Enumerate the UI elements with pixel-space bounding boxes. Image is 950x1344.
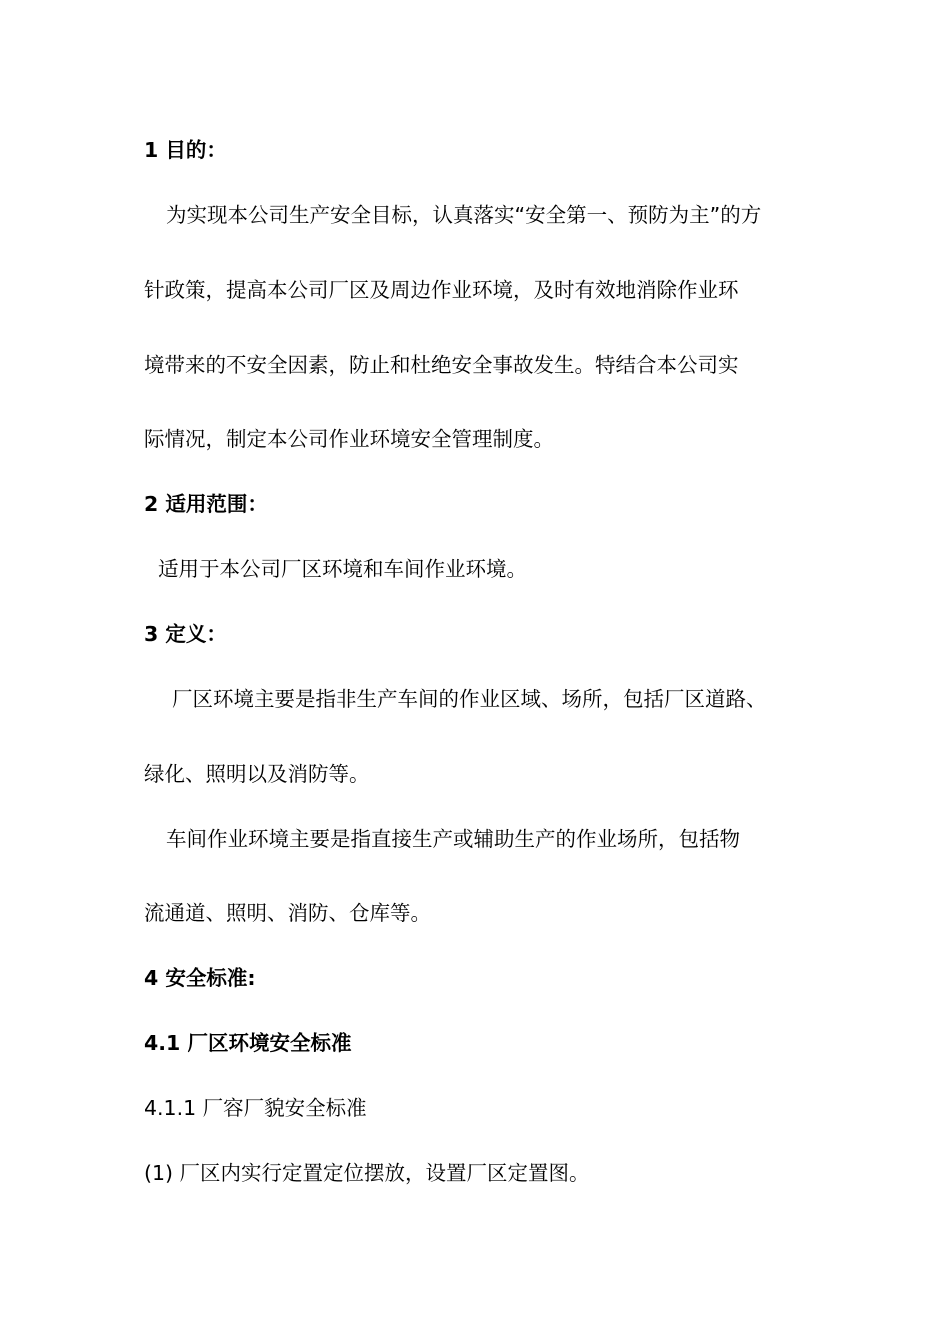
section-4-1-heading: 4.1 厂区环境安全标准 xyxy=(144,1031,352,1055)
section-3-paragraph-1-line-2: 绿化、照明以及消防等。 xyxy=(144,762,370,786)
section-1-paragraph-line-2: 针政策，提高本公司厂区及周边作业环境，及时有效地消除作业环 xyxy=(144,278,739,302)
section-1-paragraph-line-4: 际情况，制定本公司作业环境安全管理制度。 xyxy=(144,427,554,451)
section-2-paragraph-line-1: 适用于本公司厂区环境和车间作业环境。 xyxy=(158,557,527,581)
section-3-heading: 3 定义： xyxy=(144,622,227,646)
section-4-1-1-item-1: (1) 厂区内实行定置定位摆放，设置厂区定置图。 xyxy=(144,1161,590,1185)
section-4-1-1-heading: 4.1.1 厂容厂貌安全标准 xyxy=(144,1096,367,1120)
section-1-heading: 1 目的： xyxy=(144,138,227,162)
section-3-paragraph-2-line-2: 流通道、照明、消防、仓库等。 xyxy=(144,901,431,925)
section-4-heading: 4 安全标准: xyxy=(144,966,256,990)
section-3-paragraph-2-line-1: 车间作业环境主要是指直接生产或辅助生产的作业场所，包括物 xyxy=(166,827,740,851)
section-3-paragraph-1-line-1: 厂区环境主要是指非生产车间的作业区域、场所，包括厂区道路、 xyxy=(172,687,767,711)
section-1-paragraph-line-1: 为实现本公司生产安全目标，认真落实“安全第一、预防为主”的方 xyxy=(166,203,762,227)
section-1-paragraph-line-3: 境带来的不安全因素，防止和杜绝安全事故发生。特结合本公司实 xyxy=(144,353,739,377)
section-2-heading: 2 适用范围： xyxy=(144,492,268,516)
